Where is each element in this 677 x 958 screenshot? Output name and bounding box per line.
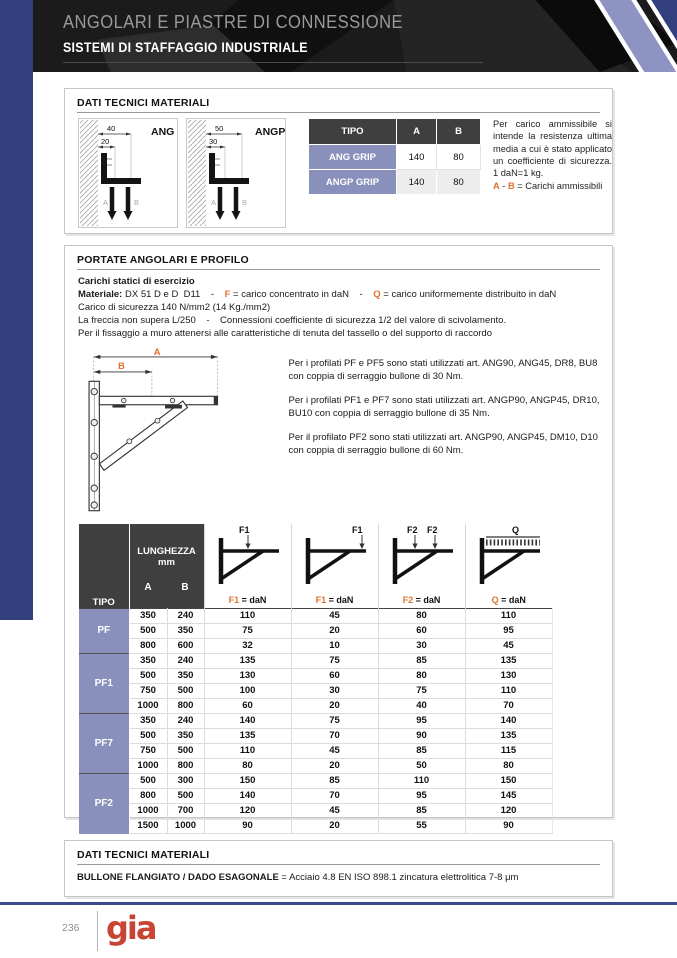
table-row (309, 170, 481, 195)
profile-type-cell: PF (79, 609, 129, 654)
load-value: 100 (204, 684, 291, 699)
load-value: 95 (378, 714, 465, 729)
legend-rest: = Carichi ammissibili (514, 181, 603, 192)
load-capacity-table (79, 524, 553, 834)
load-arrow-b (232, 211, 241, 220)
load-value: 120 (204, 804, 291, 819)
load-table-group (79, 609, 552, 654)
col-header-b: B (437, 119, 481, 145)
section-title-rule (77, 269, 600, 270)
caption-q: Q (491, 595, 499, 605)
f1-label: F1 (351, 525, 363, 535)
length-value: 500 (167, 789, 204, 804)
length-value: 350 (129, 714, 167, 729)
load-value: 20 (291, 624, 378, 639)
length-value: 800 (167, 699, 204, 714)
profile-type-cell: PF1 (79, 654, 129, 714)
load-value: 120 (465, 804, 552, 819)
intro-line3: Carico di sicurezza 140 N/mm2 (14 Kg./mm2) (78, 302, 271, 313)
left-navy-sidebar (0, 0, 33, 620)
arrow-a-label: A (211, 198, 217, 207)
load-value: 70 (465, 699, 552, 714)
dim-b-label: B (118, 361, 125, 372)
header-f1-mid (204, 524, 291, 609)
value-a: 140 (397, 145, 437, 170)
q-text: = carico uniformemente distribuito in daN (380, 289, 557, 300)
sub-header-b: B (181, 581, 189, 593)
load-value: 145 (465, 789, 552, 804)
header-f2-double (378, 524, 465, 609)
load-table-row (79, 729, 552, 744)
load-value: 135 (204, 729, 291, 744)
load-value: 135 (465, 654, 552, 669)
dim-30-label: 30 (209, 137, 218, 146)
caption-unit: = daN (498, 595, 526, 605)
load-value: 85 (378, 744, 465, 759)
load-value: 85 (378, 654, 465, 669)
length-value: 240 (167, 714, 204, 729)
load-table-row (79, 684, 552, 699)
page-header (33, 0, 677, 72)
load-value: 110 (465, 684, 552, 699)
load-value: 70 (291, 789, 378, 804)
caption-f1: F1 (228, 595, 240, 605)
load-value: 40 (378, 699, 465, 714)
load-value: 45 (291, 744, 378, 759)
intro-line2 (78, 288, 599, 301)
profile-type-cell: PF7 (79, 714, 129, 774)
load-value: 95 (378, 789, 465, 804)
length-value: 500 (167, 684, 204, 699)
section-dati-tecnici-bottom (64, 840, 613, 897)
load-value: 135 (204, 654, 291, 669)
load-value: 110 (204, 609, 291, 624)
load-value: 80 (204, 759, 291, 774)
load-value: 130 (465, 669, 552, 684)
intro-line4: La freccia non supera L/250 - Connessioni coefficiente di sicurezza 1/2 del valore di scivolamento. (78, 315, 507, 326)
load-value: 70 (291, 729, 378, 744)
length-value: 1500 (129, 819, 167, 834)
load-value: 150 (465, 774, 552, 789)
col-header-a: A (397, 119, 437, 145)
load-table-row (79, 639, 552, 654)
load-table-row (79, 774, 552, 789)
load-value: 75 (204, 624, 291, 639)
bolt-spec-bold: BULLONE FLANGIATO / DADO ESAGONALE (77, 872, 279, 883)
length-value: 800 (167, 759, 204, 774)
length-value: 350 (167, 669, 204, 684)
legend-dash: - (499, 181, 508, 192)
length-value: 300 (167, 774, 204, 789)
ang-label: ANG (151, 126, 175, 138)
intro-line1: Carichi statici di esercizio (78, 276, 195, 287)
load-arrow-a (108, 211, 117, 220)
load-value: 45 (291, 609, 378, 624)
load-value: 45 (291, 804, 378, 819)
legend-b: B (507, 181, 515, 192)
load-table-group (79, 654, 552, 714)
load-value: 30 (291, 684, 378, 699)
load-value: 75 (291, 654, 378, 669)
gia-logo: gia (106, 909, 156, 947)
load-value: 60 (204, 699, 291, 714)
dim-40-label: 40 (107, 124, 116, 133)
load-table-row (79, 789, 552, 804)
table-row (309, 145, 481, 170)
load-value: 45 (465, 639, 552, 654)
grip-load-table (308, 118, 481, 195)
length-value: 700 (167, 804, 204, 819)
load-table-row (79, 714, 552, 729)
load-value: 95 (465, 624, 552, 639)
length-value: 750 (129, 744, 167, 759)
materiale-label: Materiale: (78, 289, 123, 300)
load-value: 75 (291, 714, 378, 729)
load-value: 20 (291, 759, 378, 774)
load-table-group (79, 774, 552, 834)
load-value: 60 (291, 669, 378, 684)
f-text: = carico concentrato in daN - (230, 289, 374, 300)
wall-hatch (80, 120, 98, 226)
section-portate (64, 245, 613, 831)
header-rule (63, 62, 483, 63)
value-b: 80 (437, 145, 481, 170)
footer-rule (0, 902, 677, 905)
load-diagram-f2-icon (379, 524, 465, 590)
note-pf1-pf7: Per i profilati PF1 e PF7 sono stati utilizzati art. ANGP90, ANGP45, DR10, BU10 con coppia di serraggio bullone di 35 Nm. (288, 395, 600, 419)
dim-20-label: 20 (101, 137, 110, 146)
row-label-ang-grip: ANG GRIP (309, 145, 397, 170)
length-value: 240 (167, 654, 204, 669)
load-table-row (79, 654, 552, 669)
length-value: 800 (129, 789, 167, 804)
load-value: 135 (465, 729, 552, 744)
wall-bracket-diagram (75, 342, 263, 520)
value-a: 140 (397, 170, 437, 195)
load-diagram-f1-end-icon (292, 524, 378, 590)
length-value: 500 (129, 624, 167, 639)
load-value: 85 (291, 774, 378, 789)
load-value: 80 (378, 609, 465, 624)
row-label-angp-grip: ANGP GRIP (309, 170, 397, 195)
intro-line5: Per il fissaggio a muro attenersi alle caratteristiche di tenuta del tassello o del supporto di raccordo (78, 328, 492, 339)
load-value: 55 (378, 819, 465, 834)
note-pf-pf5: Per i profilati PF e PF5 sono stati utilizzati art. ANG90, ANG45, DR8, BU8 con coppia di serraggio bullone di 30 Nm. (288, 358, 598, 382)
dim-50-label: 50 (215, 124, 224, 133)
load-table-group (79, 714, 552, 774)
angp-profile-diagram (186, 118, 286, 228)
arrow-b-label: B (242, 198, 248, 207)
load-arrow-a (216, 211, 225, 220)
load-value: 140 (204, 789, 291, 804)
length-value: 350 (129, 654, 167, 669)
header-f1-end (291, 524, 378, 609)
length-value: 1000 (129, 699, 167, 714)
footer-divider (97, 911, 98, 951)
load-value: 20 (291, 699, 378, 714)
caption-f2: F2 (402, 595, 414, 605)
section-title: PORTATE ANGOLARI E PROFILO (77, 254, 249, 266)
profile-type-cell: PF2 (79, 774, 129, 834)
load-table-row (79, 699, 552, 714)
load-diagram-q-icon (466, 524, 552, 590)
load-value: 32 (204, 639, 291, 654)
load-arrow-b (124, 211, 133, 220)
length-value: 600 (167, 639, 204, 654)
load-table-row (79, 609, 552, 624)
load-value: 10 (291, 639, 378, 654)
load-value: 85 (378, 804, 465, 819)
sub-header-a: A (144, 581, 152, 593)
length-value: 800 (129, 639, 167, 654)
length-value: 350 (129, 609, 167, 624)
caption-unit: = daN (326, 595, 354, 605)
page-title: ANGOLARI E PIASTRE DI CONNESSIONE (63, 12, 404, 32)
length-value: 350 (167, 624, 204, 639)
header-tipo: TIPO (79, 524, 129, 609)
ang-profile-diagram (78, 118, 178, 228)
arrow-a-label: A (103, 198, 109, 207)
header-lunghezza (129, 524, 204, 609)
bolt-spec-line (77, 872, 600, 883)
length-value: 500 (129, 729, 167, 744)
load-value: 110 (378, 774, 465, 789)
length-value: 750 (129, 684, 167, 699)
load-table-row (79, 624, 552, 639)
lunghezza-label: LUNGHEZZA (137, 545, 196, 557)
wall-hatch (188, 120, 206, 226)
load-value: 110 (465, 609, 552, 624)
load-value: 20 (291, 819, 378, 834)
load-value: 110 (204, 744, 291, 759)
section-title-rule (77, 864, 600, 865)
length-value: 240 (167, 609, 204, 624)
bolt-spec-text: = Acciaio 4.8 EN ISO 898.1 zincatura elettrolitica 7-8 μm (278, 872, 519, 883)
col-header-tipo: TIPO (309, 119, 397, 145)
section-dati-tecnici-top (64, 88, 613, 234)
q-label: Q (511, 525, 519, 535)
load-value: 130 (204, 669, 291, 684)
arrow-b-label: B (134, 198, 140, 207)
load-table-row (79, 669, 552, 684)
dim-a-label: A (153, 347, 161, 358)
load-value: 80 (378, 669, 465, 684)
static-loads-intro (78, 275, 599, 340)
load-note (493, 118, 612, 193)
load-value: 80 (465, 759, 552, 774)
load-table-row (79, 819, 552, 834)
caption-unit: = daN (239, 595, 267, 605)
load-value: 140 (465, 714, 552, 729)
ab-legend (493, 180, 612, 192)
materiale-text: DX 51 D e D D11 - (122, 289, 225, 300)
page-number: 236 (62, 922, 80, 934)
q-symbol: Q (373, 289, 381, 300)
f-symbol: F (224, 289, 231, 300)
legend-a: A (493, 181, 500, 192)
length-value: 350 (167, 729, 204, 744)
note-text: Per carico ammissibile si intende la resistenza ultima media a cui è stato applicato un coefficiente di sicurezza. 1 daN=1 kg. (493, 119, 612, 179)
load-value: 90 (378, 729, 465, 744)
load-table-row (79, 804, 552, 819)
load-value: 115 (465, 744, 552, 759)
length-value: 500 (129, 774, 167, 789)
load-table-row (79, 744, 552, 759)
header-q-distributed (465, 524, 552, 609)
length-value: 500 (167, 744, 204, 759)
note-pf2: Per il profilato PF2 sono stati utilizzati art. ANGP90, ANGP45, DM10, D10 con coppia di serraggio bullone di 60 Nm. (288, 432, 598, 456)
f2-label: F2 (426, 525, 438, 535)
load-value: 30 (378, 639, 465, 654)
length-value: 1000 (167, 819, 204, 834)
caption-unit: = daN (413, 595, 441, 605)
caption-f1: F1 (315, 595, 327, 605)
load-value: 150 (204, 774, 291, 789)
load-value: 75 (378, 684, 465, 699)
load-value: 140 (204, 714, 291, 729)
load-value: 50 (378, 759, 465, 774)
f1-label: F1 (238, 525, 250, 535)
mm-label: mm (158, 556, 175, 568)
section-title: DATI TECNICI MATERIALI (77, 849, 210, 861)
load-value: 60 (378, 624, 465, 639)
load-table-row (79, 759, 552, 774)
value-b: 80 (437, 170, 481, 195)
section-title: DATI TECNICI MATERIALI (77, 97, 210, 109)
angp-label: ANGP (255, 126, 285, 138)
length-value: 1000 (129, 759, 167, 774)
length-value: 500 (129, 669, 167, 684)
load-diagram-f1-mid-icon (205, 524, 291, 590)
f2-label: F2 (406, 525, 418, 535)
assembly-notes (289, 342, 612, 520)
length-value: 1000 (129, 804, 167, 819)
page-subtitle: SISTEMI DI STAFFAGGIO INDUSTRIALE (63, 40, 308, 55)
load-value: 90 (204, 819, 291, 834)
load-value: 90 (465, 819, 552, 834)
